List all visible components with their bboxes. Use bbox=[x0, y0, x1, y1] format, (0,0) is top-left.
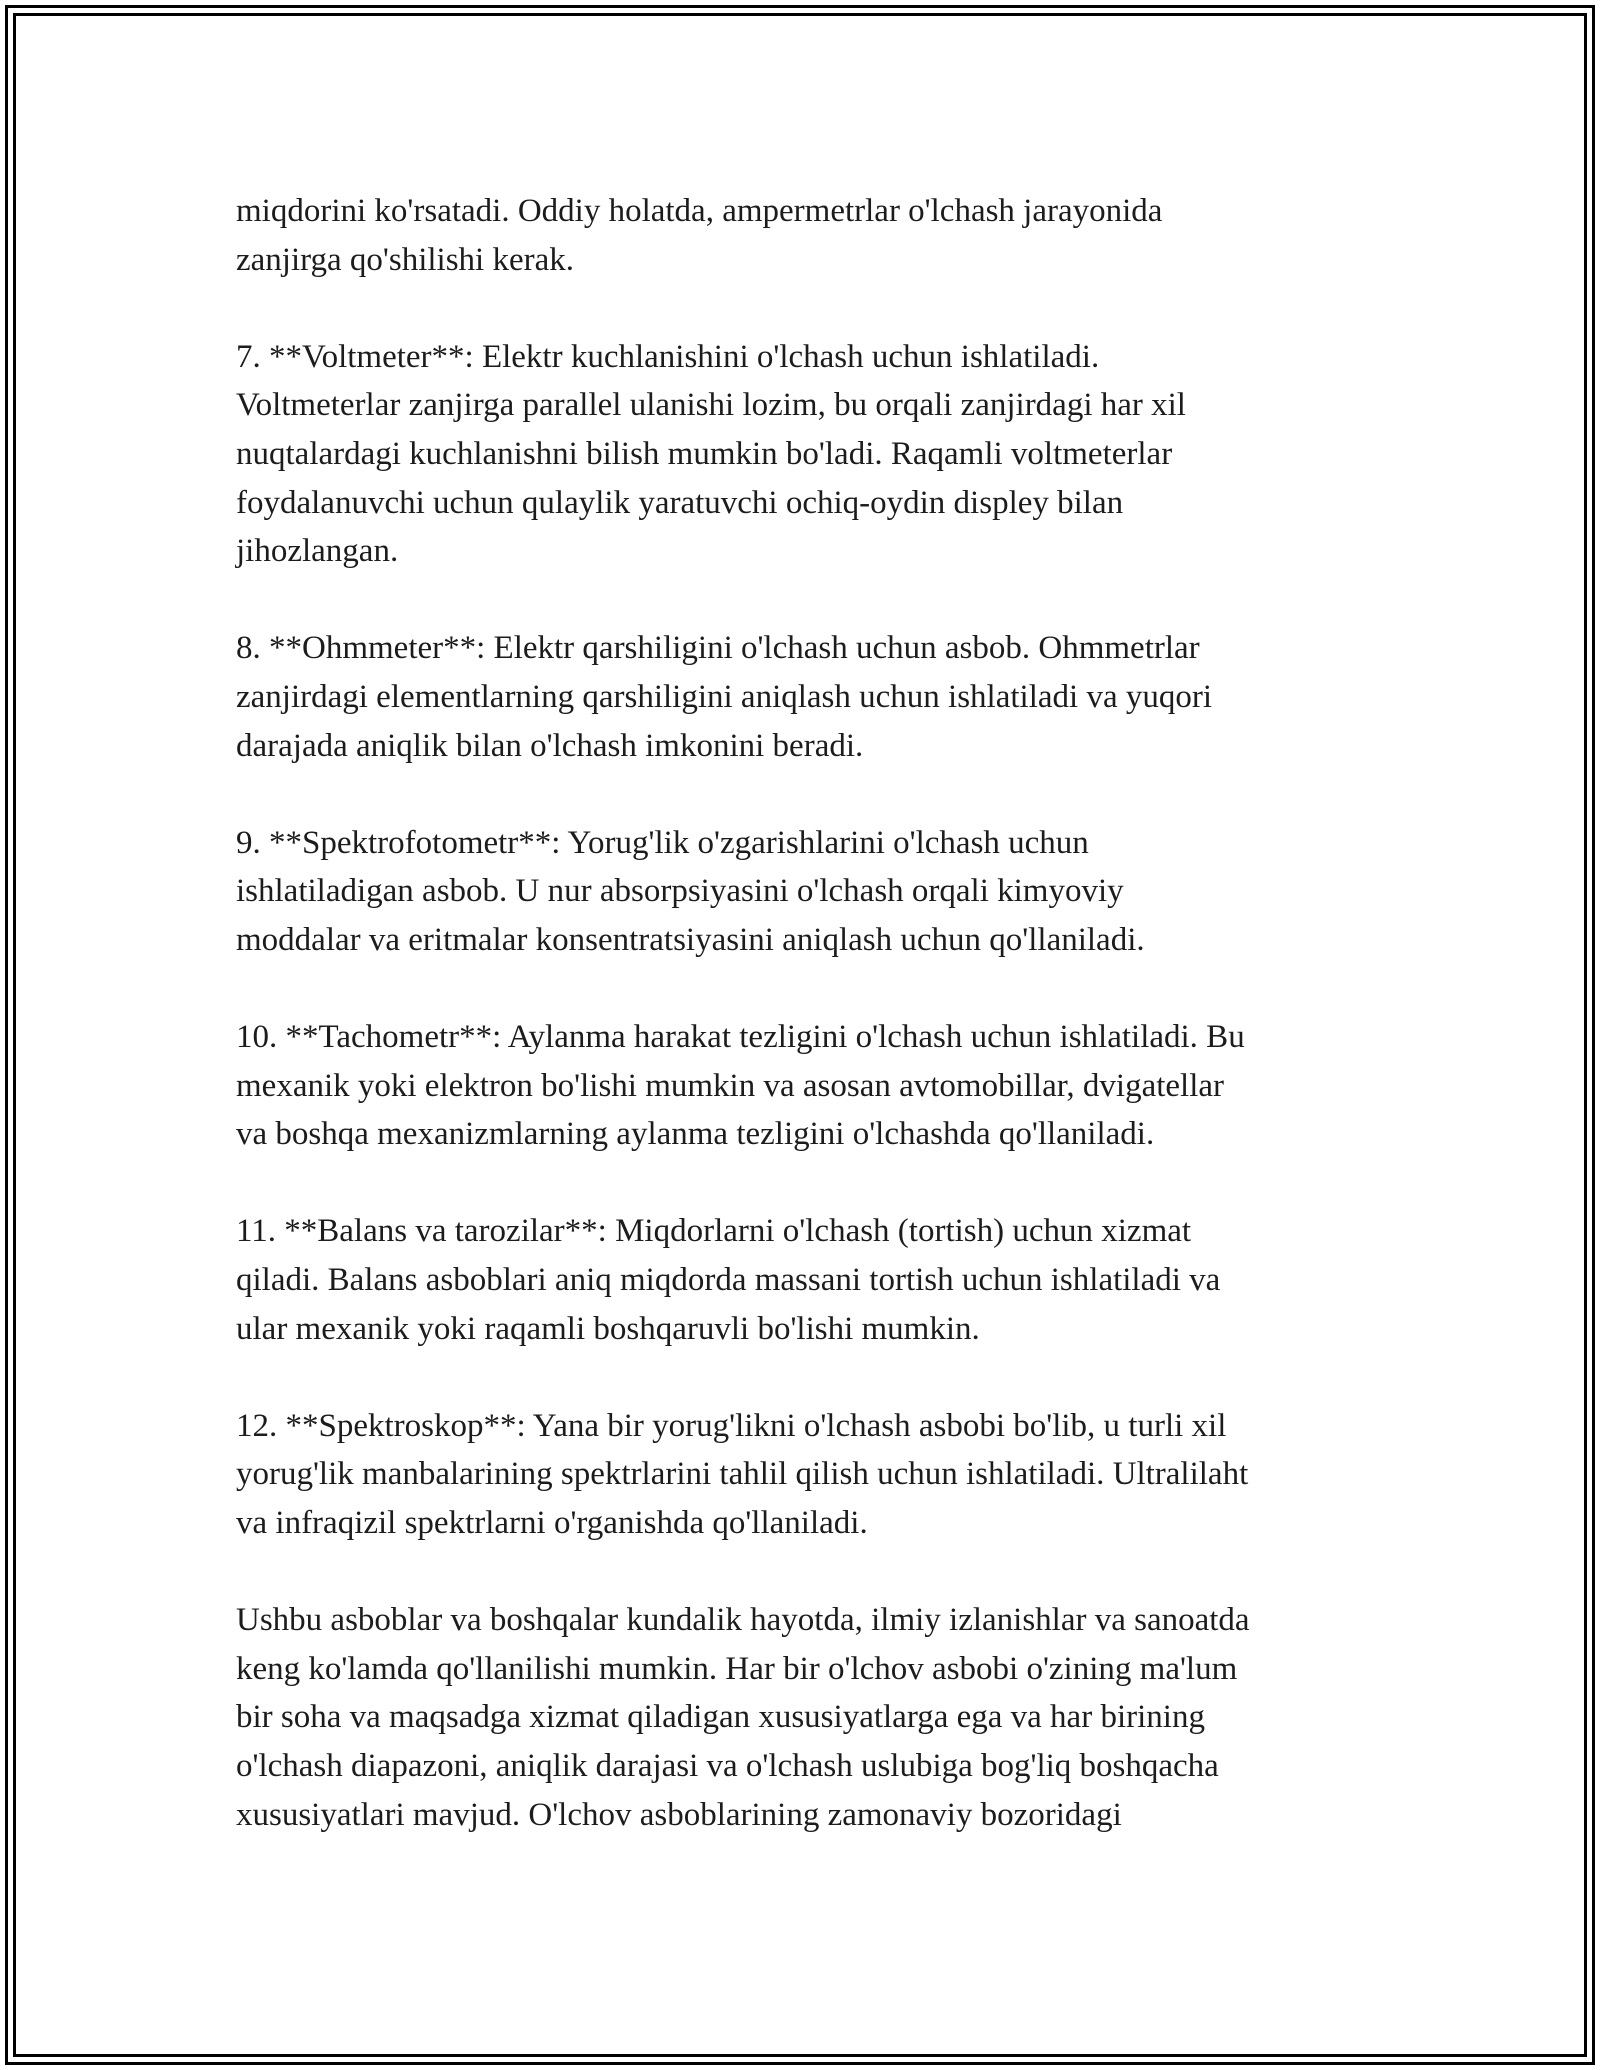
paragraph-ampermetr-continuation: miqdorini ko'rsatadi. Oddiy holatda, ampermetrlar o'lchash jarayonida zanjirga qo'shilishi kerak. bbox=[236, 193, 1163, 278]
paragraph-spektroskop: 12. **Spektroskop**: Yana bir yorug'likni o'lchash asbobi bo'lib, u turli xil yorug'lik manbalarining spektrlarini tahlil qilish uchun ishlatiladi. Ultralilaht va infraqizil spektrlarni o'rganishda qo'llaniladi. bbox=[236, 1407, 1249, 1542]
page-body bbox=[236, 187, 1376, 1839]
paragraph-tachometr: 10. **Tachometr**: Aylanma harakat tezligini o'lchash uchun ishlatiladi. Bu mexanik yoki elektron bo'lishi mumkin va asosan avtomobillar, dvigatellar va boshqa mexanizmlarning aylanma tezligini o'lchashda qo'llaniladi. bbox=[236, 1019, 1245, 1153]
paragraph-conclusion: Ushbu asboblar va boshqalar kundalik hayotda, ilmiy izlanishlar va sanoatda keng ko'lamda qo'llanilishi mumkin. Har bir o'lchov asbobi o'zining ma'lum bir soha va maqsadga xizmat qiladigan xususiyatlarga ega va har birining o'lchash diapazoni, aniqlik darajasi va o'lchash uslubiga bog'liq boshqacha xususiyatlari mavjud. O'lchov asboblarining zamonaviy bozoridagi bbox=[236, 1602, 1250, 1833]
paragraph-balans-va-tarozilar: 11. **Balans va tarozilar**: Miqdorlarni o'lchash (tortish) uchun xizmat qiladi. Balans asboblari aniq miqdorda massani tortish uchun ishlatiladi va ular mexanik yoki raqamli boshqaruvli bo'lishi mumkin. bbox=[236, 1213, 1221, 1347]
paragraph-ohmmeter: 8. **Ohmmeter**: Elektr qarshiligini o'lchash uchun asbob. Ohmmetrlar zanjirdagi elementlarning qarshiligini aniqlash uchun ishlatiladi va yuqori darajada aniqlik bilan o'lchash imkonini beradi. bbox=[236, 630, 1212, 764]
paragraph-voltmeter: 7. **Voltmeter**: Elektr kuchlanishini o'lchash uchun ishlatiladi. Voltmeterlar zanjirga parallel ulanishi lozim, bu orqali zanjirdagi har xil nuqtalardagi kuchlanishni bilish mumkin bo'ladi. Raqamli voltmeterlar foydalanuvchi uchun qulaylik yaratuvchi ochiq-oydin displey bilan jihozlangan. bbox=[236, 338, 1186, 570]
paragraph-spektrofotometr: 9. **Spektrofotometr**: Yorug'lik o'zgarishlarini o'lchash uchun ishlatiladigan asbob. U nur absorpsiyasini o'lchash orqali kimyoviy moddalar va eritmalar konsentratsiyasini aniqlash uchun qo'llaniladi. bbox=[236, 824, 1145, 958]
